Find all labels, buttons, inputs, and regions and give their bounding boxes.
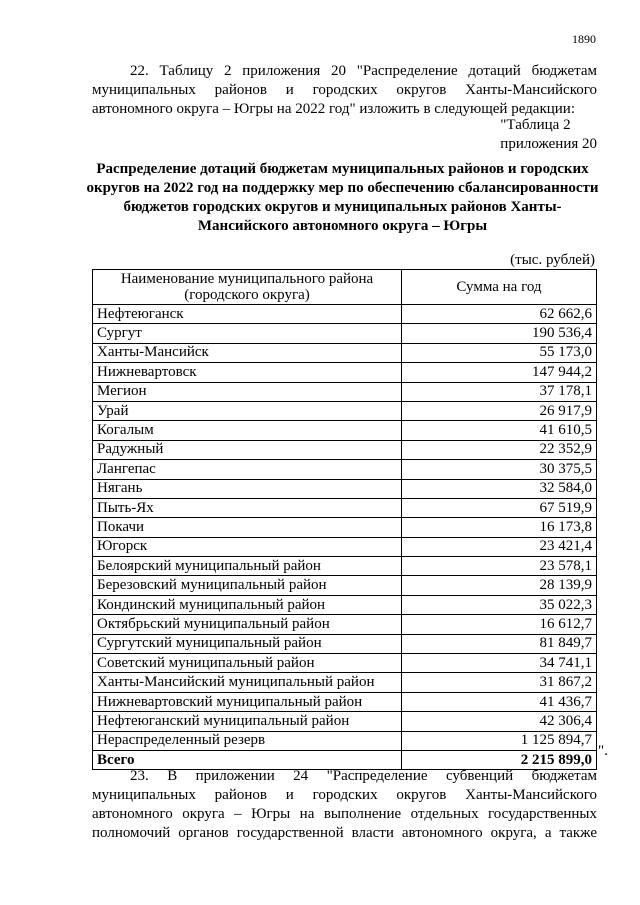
total-sum-cell: 2 215 899,0 xyxy=(402,750,597,769)
outro-line: автономного округа – Югры на выполнение отдельных государственных xyxy=(92,806,597,822)
district-sum-cell: 26 917,9 xyxy=(402,401,597,420)
table-row xyxy=(93,382,597,401)
district-name-cell: Советский муниципальный район xyxy=(93,654,402,673)
intro-line: автономного округа – Югры на 2022 год" изложить в следующей редакции: xyxy=(92,101,575,117)
table-row xyxy=(93,634,597,653)
district-sum-cell: 31 867,2 xyxy=(402,673,597,692)
outro-line: 23. В приложении 24 "Распределение субвенций бюджетам xyxy=(130,768,597,784)
header-name-line2: (городского округа) xyxy=(184,287,310,303)
district-name-cell: Лангепас xyxy=(93,460,402,479)
district-name-cell: Радужный xyxy=(93,440,402,459)
district-sum-cell: 16 173,8 xyxy=(402,518,597,537)
table-row xyxy=(93,363,597,382)
header-name-line1: Наименование муниципального района xyxy=(120,271,374,287)
district-name-cell: Белоярский муниципальный район xyxy=(93,557,402,576)
district-name-cell: Нераспределенный резерв xyxy=(93,731,402,750)
table-body xyxy=(93,305,597,770)
district-sum-cell: 35 022,3 xyxy=(402,595,597,614)
title-line: округов на 2022 год на поддержку мер по обеспечению сбалансированности xyxy=(86,180,599,196)
table-header-row xyxy=(93,270,597,305)
district-name-cell: Нижневартовск xyxy=(93,363,402,382)
district-sum-cell: 34 741,1 xyxy=(402,654,597,673)
district-sum-cell: 28 139,9 xyxy=(402,576,597,595)
title-line: Распределение дотаций бюджетам муниципальных районов и городских xyxy=(96,161,589,177)
district-name-cell: Мегион xyxy=(93,382,402,401)
outro-paragraph xyxy=(92,767,597,843)
table-row xyxy=(93,654,597,673)
units-label: (тыс. рублей) xyxy=(510,252,595,268)
outro-line: полномочий органов государственной власти автономного округа, а также xyxy=(92,825,597,841)
document-title xyxy=(80,160,605,236)
district-sum-cell: 147 944,2 xyxy=(402,363,597,382)
district-sum-cell: 30 375,5 xyxy=(402,460,597,479)
district-sum-cell: 67 519,9 xyxy=(402,498,597,517)
district-name-cell: Сургутский муниципальный район xyxy=(93,634,402,653)
subsidy-table xyxy=(92,269,597,770)
district-sum-cell: 41 610,5 xyxy=(402,421,597,440)
outro-line: муниципальных районов и городских округов Ханты-Мансийского xyxy=(92,787,597,803)
district-name-cell: Нижневартовский муниципальный район xyxy=(93,692,402,711)
table-row xyxy=(93,401,597,420)
district-name-cell: Когалым xyxy=(93,421,402,440)
table-row xyxy=(93,518,597,537)
closing-mark: ". xyxy=(598,743,608,759)
table-row xyxy=(93,731,597,750)
district-name-cell: Покачи xyxy=(93,518,402,537)
district-sum-cell: 1 125 894,7 xyxy=(402,731,597,750)
table-reference-line1: "Таблица 2 xyxy=(500,117,571,133)
district-sum-cell: 37 178,1 xyxy=(402,382,597,401)
district-name-cell: Нягань xyxy=(93,479,402,498)
table-row xyxy=(93,673,597,692)
district-name-cell: Ханты-Мансийск xyxy=(93,343,402,362)
district-sum-cell: 23 421,4 xyxy=(402,537,597,556)
district-name-cell: Ханты-Мансийский муниципальный район xyxy=(93,673,402,692)
table-row xyxy=(93,440,597,459)
district-sum-cell: 62 662,6 xyxy=(402,305,597,324)
page-number: 1890 xyxy=(572,32,596,46)
table-row xyxy=(93,576,597,595)
district-sum-cell: 23 578,1 xyxy=(402,557,597,576)
intro-line: 22. Таблицу 2 приложения 20 "Распределение дотаций бюджетам xyxy=(130,63,597,79)
district-name-cell: Пыть-Ях xyxy=(93,498,402,517)
district-name-cell: Нефтеюганск xyxy=(93,305,402,324)
district-name-cell: Нефтеюганский муниципальный район xyxy=(93,712,402,731)
intro-line: муниципальных районов и городских округов Ханты-Мансийского xyxy=(92,82,597,98)
district-name-cell: Березовский муниципальный район xyxy=(93,576,402,595)
district-sum-cell: 41 436,7 xyxy=(402,692,597,711)
table-row xyxy=(93,557,597,576)
district-sum-cell: 81 849,7 xyxy=(402,634,597,653)
title-line: Мансийского автономного округа – Югры xyxy=(197,218,488,234)
table-row xyxy=(93,324,597,343)
table-row xyxy=(93,305,597,324)
table-row xyxy=(93,343,597,362)
total-name-cell: Всего xyxy=(93,750,402,769)
intro-paragraph xyxy=(92,62,597,119)
header-sum-cell: Сумма на год xyxy=(402,270,597,305)
table-row xyxy=(93,460,597,479)
title-line: бюджетов городских округов и муниципальных районов Ханты- xyxy=(123,199,562,215)
table-row xyxy=(93,712,597,731)
table-row xyxy=(93,421,597,440)
table-reference xyxy=(500,116,597,154)
table-row xyxy=(93,479,597,498)
table-row xyxy=(93,615,597,634)
district-name-cell: Югорск xyxy=(93,537,402,556)
district-name-cell: Кондинский муниципальный район xyxy=(93,595,402,614)
table-row xyxy=(93,498,597,517)
district-name-cell: Урай xyxy=(93,401,402,420)
district-sum-cell: 32 584,0 xyxy=(402,479,597,498)
district-sum-cell: 42 306,4 xyxy=(402,712,597,731)
district-sum-cell: 55 173,0 xyxy=(402,343,597,362)
table-row xyxy=(93,537,597,556)
table-reference-line2: приложения 20 xyxy=(500,136,597,152)
district-sum-cell: 16 612,7 xyxy=(402,615,597,634)
district-name-cell: Сургут xyxy=(93,324,402,343)
district-name-cell: Октябрьский муниципальный район xyxy=(93,615,402,634)
table-row xyxy=(93,692,597,711)
district-sum-cell: 190 536,4 xyxy=(402,324,597,343)
table-row xyxy=(93,595,597,614)
header-name-cell xyxy=(93,270,402,305)
district-sum-cell: 22 352,9 xyxy=(402,440,597,459)
